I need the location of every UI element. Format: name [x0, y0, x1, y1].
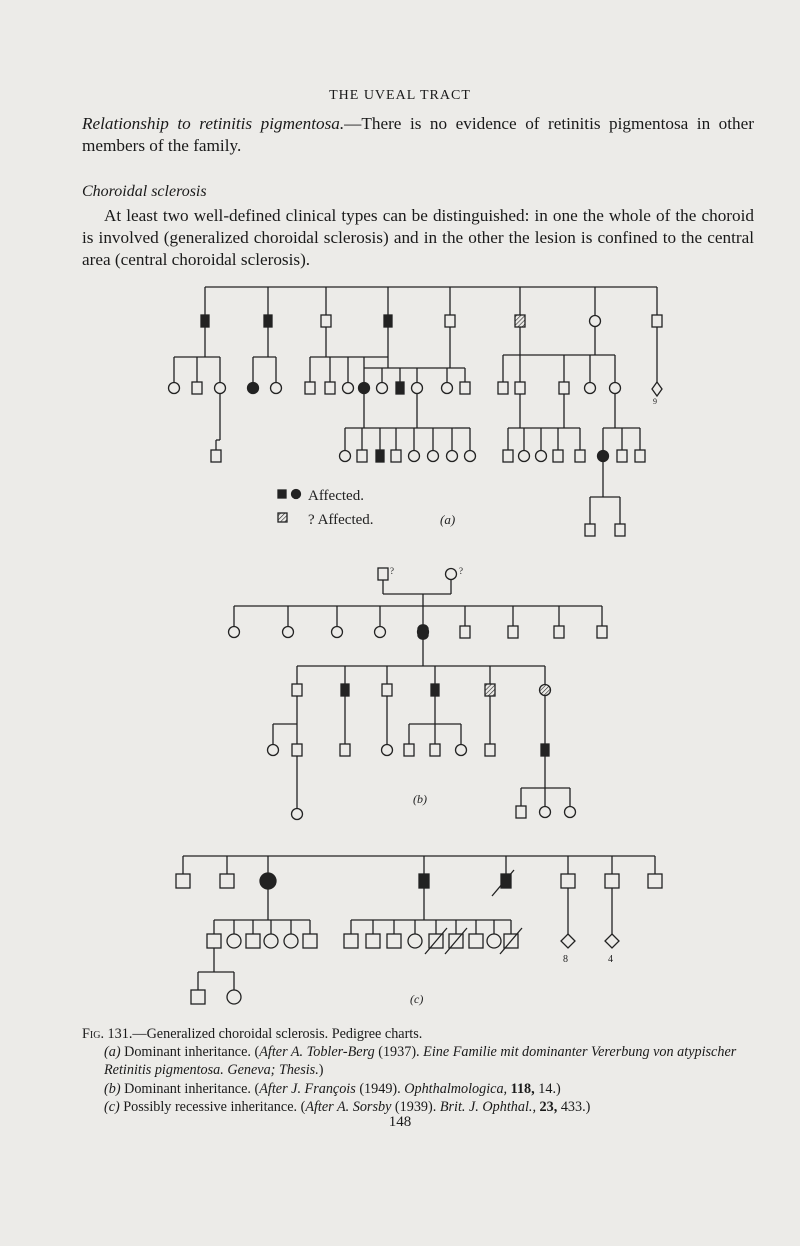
caption-a-ref: After A. Tobler-Berg [259, 1044, 375, 1061]
caption-c-ref: After A. Sorsby [305, 1098, 392, 1115]
pedigree-c [176, 856, 662, 1006]
caption-a-title: Eine Familie mit dominanter Vererbung von atypischer Retinitis pigmentosa. Geneva; Thesis. [104, 1044, 737, 1079]
pedigree-b [229, 566, 608, 820]
caption-b-journal: Ophthalmologica, [404, 1080, 508, 1097]
caption-b-vol: 118, [510, 1080, 535, 1097]
caption-c-label: (c) [104, 1098, 120, 1115]
relationship-text: —There is no evidence of retinitis pigmentosa in other members of the family. [82, 114, 754, 155]
caption-c-pages: 433.) [557, 1098, 591, 1115]
q-mark-1: ? [390, 566, 394, 576]
pedigree-a [169, 287, 663, 536]
count-4: 4 [608, 954, 613, 965]
caption-c-year: (1939). [391, 1098, 440, 1115]
page-number: 148 [388, 1114, 412, 1130]
caption-title-line [82, 1025, 754, 1043]
count-8: 8 [563, 954, 568, 965]
relationship-heading: Relationship to retinitis pigmentosa. [82, 114, 345, 133]
caption-b-label: (b) [104, 1080, 121, 1097]
caption-c-journal: Brit. J. Ophthal., [439, 1098, 536, 1115]
label-c: (c) [410, 992, 424, 1006]
caption-a-year: (1937). [374, 1044, 424, 1061]
caption-fig-title: —Generalized choroidal sclerosis. Pedigree charts. [132, 1026, 423, 1042]
legend-question-icon [278, 513, 287, 522]
caption-b-pages: 14.) [534, 1080, 561, 1097]
q-mark-2: ? [459, 566, 463, 576]
label-a: (a) [440, 512, 456, 527]
running-head: THE UVEAL TRACT [329, 88, 471, 103]
label-b: (b) [413, 792, 427, 806]
caption-a-label: (a) [104, 1044, 121, 1061]
legend-affected-circle-icon [292, 490, 301, 499]
caption-c-vol: 23, [539, 1098, 558, 1115]
caption-b-year: (1949). [355, 1080, 405, 1097]
caption-b [82, 1080, 754, 1098]
legend-affected: Affected. [308, 488, 364, 504]
section-paragraph: At least two well-defined clinical types can be distinguished: in one the whole of the choroid is involved (generalized choroidal sclerosis) and in the other the lesion is confined to the central area (central choroidal sclerosis). [82, 206, 754, 269]
caption-a-text: Dominant inheritance. ( [124, 1044, 260, 1061]
caption-c-text: Possibly recessive inheritance. ( [123, 1098, 306, 1115]
legend-affected-square-icon [278, 490, 286, 498]
caption-b-text: Dominant inheritance. ( [124, 1080, 260, 1097]
count-9: 9 [653, 397, 657, 406]
figure-caption [82, 1025, 754, 1116]
caption-a-close: ) [318, 1062, 324, 1079]
caption-b-ref: After J. François [259, 1080, 356, 1097]
section-heading: Choroidal sclerosis [82, 183, 207, 200]
caption-fig-label: Fig. 131. [82, 1026, 133, 1042]
caption-a [82, 1043, 754, 1079]
legend-question-affected: ? Affected. [308, 512, 374, 528]
